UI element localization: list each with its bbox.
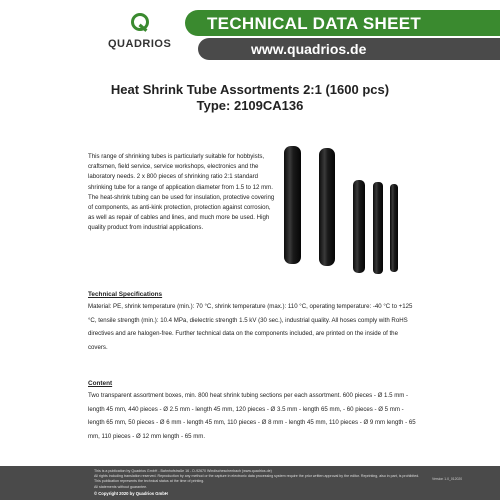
footer-legal xyxy=(94,469,424,490)
tube-1 xyxy=(284,146,301,264)
website-link[interactable]: www.quadrios.de xyxy=(251,41,367,57)
website-bar xyxy=(198,38,500,60)
banner-title-bar xyxy=(185,10,500,36)
quadrios-logo-icon xyxy=(129,12,151,34)
tube-2 xyxy=(319,148,335,266)
technical-specifications-heading: Technical Specifications xyxy=(88,291,163,298)
footer-line-1: This is a publication by Quadrios GmbH - Bahnhofstraße 16 - D-92670 Windischeschenbach (www.quadrios.de) xyxy=(94,469,272,473)
footer xyxy=(0,466,500,500)
document-title-line1: Heat Shrink Tube Assortments 2:1 (1600 pcs) xyxy=(110,82,390,97)
document-title-line2: Type: 2109CA136 xyxy=(196,98,304,113)
intro-text xyxy=(88,152,278,234)
tube-4 xyxy=(373,182,383,274)
intro-paragraph-2: The heat-shrink tubing can be used for insulation, protective covering of components, as anti-kink protection, protection against corrosion, as well as repair of cables and lines, and much more be used. High quality product from industrial applications. xyxy=(88,193,275,232)
footer-line-3: All statements without guarantee. xyxy=(94,484,148,489)
heat-shrink-tubes-image xyxy=(280,140,400,280)
tube-5 xyxy=(390,184,398,272)
intro-paragraph-1: This range of shrinking tubes is particularly suitable for hobbyists, craftsmen, field service, service workshops, electronics and the laboratory needs. 2 x 800 pieces of shrinking ratio 2:1 standard shrinking tube for a range of application diameter from 1.5 to 12 mm. xyxy=(88,153,273,191)
document-title xyxy=(0,82,500,114)
content-text: Two transparent assortment boxes, min. 800 heat shrink tubing sections per each assortment. 600 pieces - Ø 1.5 mm - length 45 mm, 440 pieces - Ø 2.5 mm - length 45 mm, 120 pieces - Ø 3.5 mm - length 65 mm, - 60 pieces - Ø 5 mm - length 65 mm, 50 pieces - Ø 6 mm - length 45 mm, 110 pieces - Ø 8 mm - length 45 mm, 110 pieces - Ø 9 mm length - 65 mm, 110 pieces - Ø 12 mm length - 65 mm. xyxy=(88,392,416,440)
tube-3 xyxy=(353,180,365,273)
banner-title: TECHNICAL DATA SHEET xyxy=(207,14,422,33)
logo-text: QUADRIOS xyxy=(108,38,172,50)
footer-line-2: All rights including translation reserved. Reproduction by any method or the capture in electronic data processing system require the prior written approval by the editor. Reprinting, also in part, is prohibited. This publication represents the technical status at the time of printing. xyxy=(94,474,420,484)
logo xyxy=(0,0,190,62)
content-heading: Content xyxy=(88,380,113,387)
footer-version: Version 1.0_012020 xyxy=(432,477,463,481)
technical-specifications-text: Material: PE, shrink temperature (min.): 70 °C, shrink temperature (max.): 110 °C, operating temperature: -40 °C to +125 °C, tensile strength (min.): 10.4 MPa, dielectric strength 1.5 kV (30 sec.), industrial quality. All hoses comply with RoHS directives and are halogen-free. Further technical data on the components included, are printed on the inside of the covers. xyxy=(88,303,413,351)
footer-copyright: © Copyright 2020 by Quadrios GmbH xyxy=(94,491,168,496)
header xyxy=(0,0,500,62)
